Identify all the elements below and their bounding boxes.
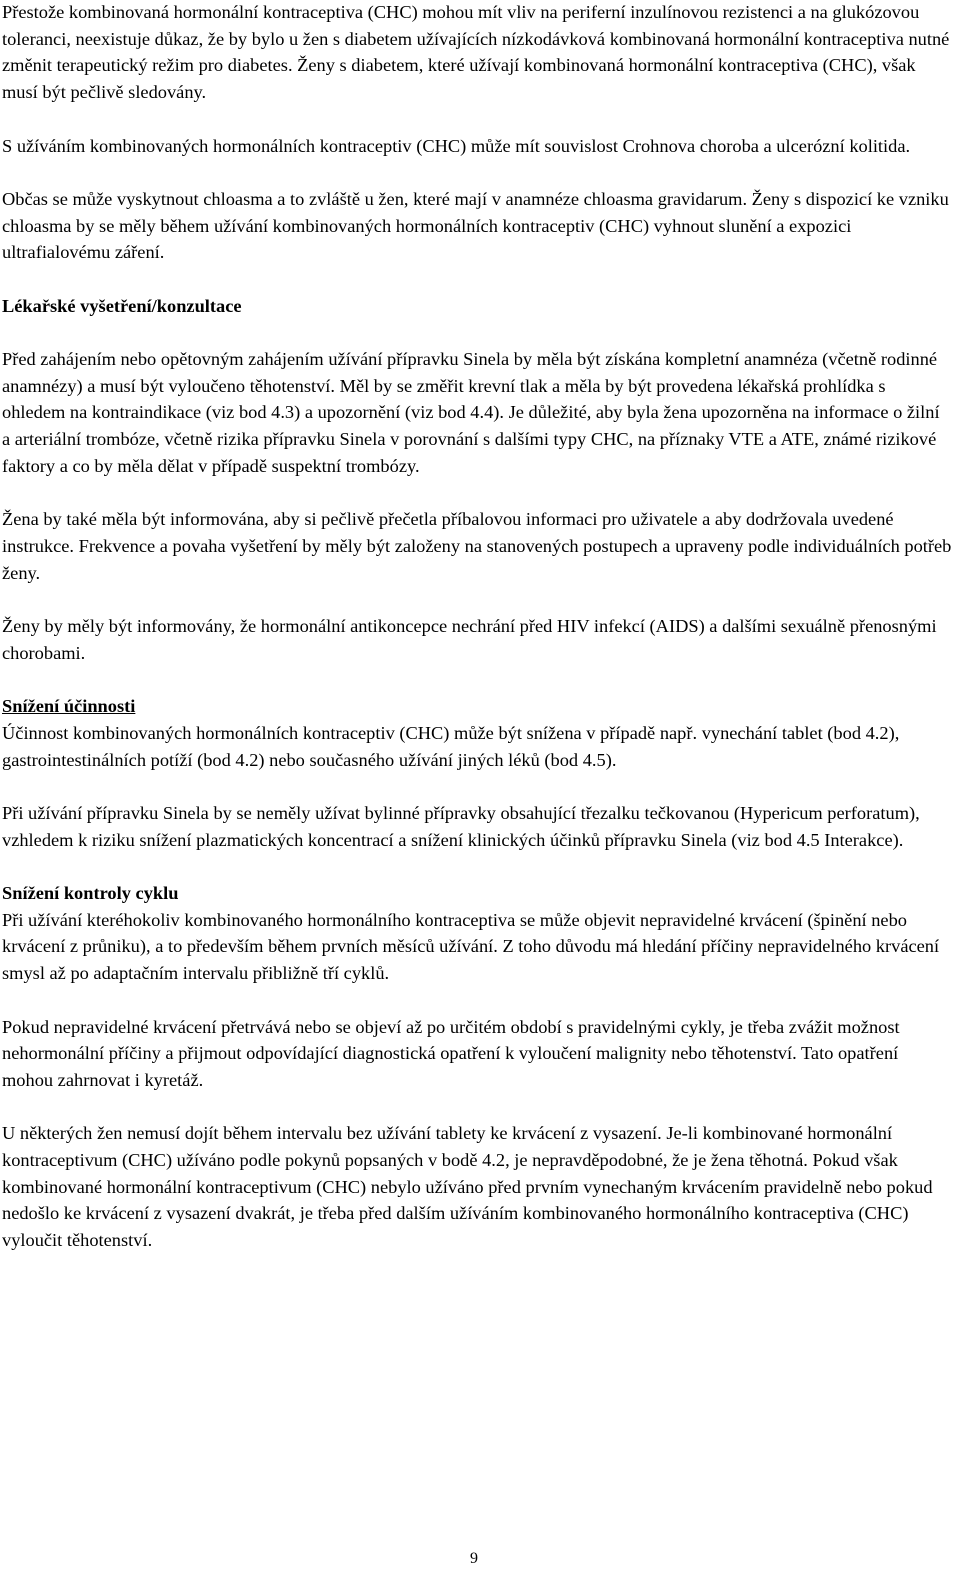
heading-cycle-control: Snížení kontroly cyklu [2, 883, 179, 904]
paragraph-efficacy: Účinnost kombinovaných hormonálních kontraceptiv (CHC) může být snížena v případě např. vynechání tablet (bod 4.2), gastrointestinálních potíží (bod 4.2) nebo současného užívání jiných léků (bod 4.5). [2, 722, 900, 770]
heading-medical-examination: Lékařské vyšetření/konzultace [2, 295, 242, 316]
heading-reduced-efficacy: Snížení účinnosti [2, 696, 136, 717]
paragraph-irregular-bleeding: Při užívání kteréhokoliv kombinovaného hormonálního kontraceptiva se může objevit nepravidelné krvácení (špinění nebo krvácení z průniku), a to především během prvních měsíců užívání. Z toho důvodu má hledání příčiny nepravidelného krvácení smysl až po adaptačním intervalu přibližně tří cyklů. [2, 909, 940, 984]
paragraph-examination: Před zahájením nebo opětovným zahájením užívání přípravku Sinela by měla být získána kompletní anamnéza (včetně rodinné anamnézy) a musí být vyloučeno těhotenství. Měl by se změřit krevní tlak a měla by být provedena lékařská prohlídka s ohledem na kontraindikace (viz bod 4.3) a upozornění (viz bod 4.4). Je důležité, aby byla žena upozorněna na informace o žilní a arteriální trombóze, včetně rizika přípravku Sinela v porovnání s dalšími typy CHC, na příznaky VTE a ATE, známé rizikové faktory a co by měla dělat v případě suspektní trombózy. [2, 349, 940, 476]
document-page [2, 0, 952, 1281]
page-number: 9 [470, 1550, 478, 1567]
paragraph-st-johns-wort: Při užívání přípravku Sinela by se neměly užívat bylinné přípravky obsahující třezalku tečkovanou (Hypericum perforatum), vzhledem k riziku snížení plazmatických koncentrací a snížení klinických účinků přípravku Sinela (viz bod 4.5 Interakce). [2, 802, 920, 850]
paragraph-persistent-bleeding: Pokud nepravidelné krvácení přetrvává nebo se objeví až po určitém období s pravidelnými cykly, je třeba zvážit možnost nehormonální příčiny a přijmout odpovídající diagnostická opatření k vyloučení malignity nebo těhotenství. Tato opatření mohou zahrnovat i kyretáž. [2, 1016, 900, 1090]
paragraph-chloasma: Občas se může vyskytnout chloasma a to zvláště u žen, které mají v anamnéze chloasma gravidarum. Ženy s dispozicí ke vzniku chloasma by se měly během užívání kombinovaných hormonálních kontraceptiv (CHC) vyhnout slunění a expozici ultrafialovému záření. [2, 188, 949, 263]
paragraph-diabetes: Přestože kombinovaná hormonální kontraceptiva (CHC) mohou mít vliv na periferní inzulínovou rezistenci a na glukózovou toleranci, neexistuje důkaz, že by bylo u žen s diabetem užívajících nízkodávková kombinovaná hormonální kontraceptiva nutné změnit terapeutický režim pro diabetes. Ženy s diabetem, které užívají kombinovaná hormonální kontraceptiva (CHC), však musí být pečlivě sledovány. [2, 2, 950, 103]
paragraph-hiv: Ženy by měly být informovány, že hormonální antikoncepce nechrání před HIV infekcí (AIDS) a dalšími sexuálně přenosnými chorobami. [2, 616, 937, 663]
paragraph-patient-information: Žena by také měla být informována, aby si pečlivě přečetla příbalovou informaci pro uživatele a aby dodržovala uvedené instrukce. Frekvence a povaha vyšetření by měly být založeny na stanovených postupech a upraveny podle individuálních potřeb ženy. [2, 509, 952, 583]
paragraph-withdrawal-bleeding: U některých žen nemusí dojít během intervalu bez užívání tablety ke krvácení z vysazení. Je-li kombinované hormonální kontraceptivum (CHC) užíváno podle pokynů popsaných v bodě 4.2, je nepravděpodobné, že je žena těhotná. Pokud však kombinované hormonální kontraceptivum (CHC) nebylo užíváno před prvním vynechaným krvácením pravidelně nebo pokud nedošlo ke krvácení z vysazení dvakrát, je třeba před dalším užíváním kombinovaného hormonálního kontraceptiva (CHC) vyloučit těhotenství. [2, 1123, 933, 1251]
paragraph-crohn: S užíváním kombinovaných hormonálních kontraceptiv (CHC) může mít souvislost Crohnova choroba a ulcerózní kolitida. [2, 135, 911, 156]
